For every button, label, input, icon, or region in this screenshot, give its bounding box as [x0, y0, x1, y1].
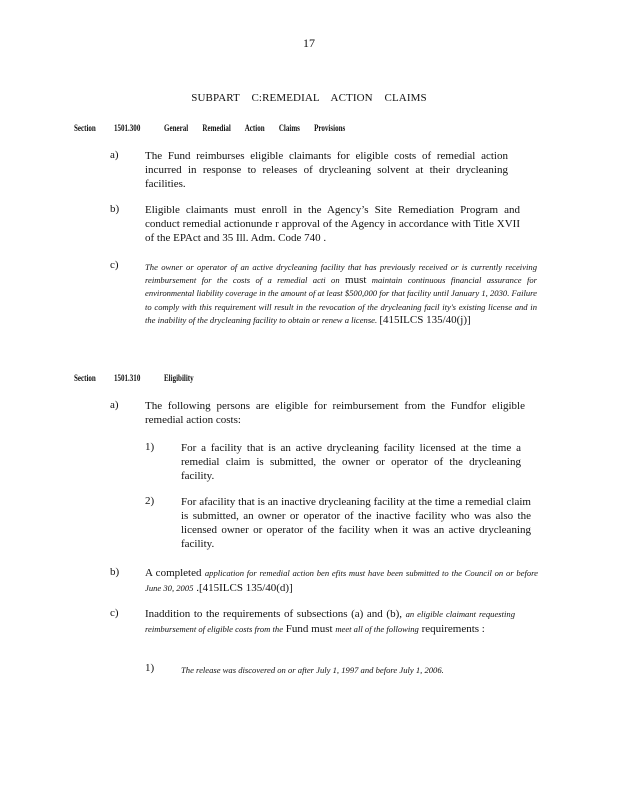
- paragraph-mixed: [145, 607, 515, 636]
- section-title: Eligibility: [164, 373, 194, 383]
- section-number: 1501.310: [114, 373, 141, 383]
- section-number: 1501.300: [114, 123, 141, 133]
- citation: [415ILCS 135/40(j)]: [379, 313, 471, 326]
- italic-text: an eligible claimant requesting reimbursement of eligible costs from the: [145, 609, 515, 634]
- page-number: 17: [303, 36, 315, 50]
- paragraph-mixed: [145, 566, 538, 596]
- item-marker: a): [110, 149, 119, 161]
- italic-text: The owner or operator of an active drycleaning facility that has previously received or is currently receiving reimbursement for the costs of a remedial acti on: [145, 262, 537, 286]
- paragraph: For afacility that is an inactive drycleaning facility at the time a remedial claim is submitted, an owner or operator of the inactive facility who was also the licensed owner or operator of the facility when it was an active drycleaning facility.: [181, 496, 531, 550]
- section-title: General Remedial Action Claims Provisions: [164, 123, 346, 133]
- subitem-marker: 1): [145, 441, 155, 453]
- paragraph-italic: The release was discovered on or after July 1, 1997 and before July 1, 2006.: [181, 665, 444, 675]
- roman-text: A completed: [145, 567, 202, 579]
- paragraph-italic: [145, 261, 537, 327]
- paragraph: The following persons are eligible for reimbursement from the Fundfor eligible remedial action costs:: [145, 400, 525, 426]
- italic-text: maintain continuous financial assurance for environmental liability coverage in the amount of at least $500,000 for that facility until January 1, 2030. Failure to comply with this requirement will result in the revocation of the drycleaning facil ity's existing license and in the inability of the drycleaning facility to obtain or renew a license.: [145, 275, 537, 325]
- roman-text: Inaddition to the requirements of subsections (a) and (b),: [145, 608, 402, 620]
- paragraph: Eligible claimants must enroll in the Agency’s Site Remediation Program and conduct remedial actionunde r approval of the Agency in accordance with Title XVII of the EPAct and 35 Ill. Adm. Code 740 .: [145, 204, 520, 244]
- section-label: Section: [74, 373, 96, 383]
- roman-text: Fund must: [285, 622, 333, 635]
- section-label: Section: [74, 123, 96, 133]
- subitem-marker: 2): [145, 495, 155, 507]
- subpart-title: SUBPART C:REMEDIAL ACTION CLAIMS: [191, 92, 427, 104]
- paragraph: The Fund reimburses eligible claimants for eligible costs of remedial action incurred in response to releases of drycleaning solvent at their drycleaning facilities.: [145, 150, 508, 190]
- item-marker: b): [110, 566, 120, 578]
- item-marker: b): [110, 203, 120, 215]
- italic-text: meet all of the following: [335, 623, 419, 634]
- paragraph: For a facility that is an active drycleaning facility licensed at the time a remedial claim is submitted, the owner or operator of the drycleaning facility.: [181, 442, 521, 482]
- subitem-marker: 1): [145, 662, 155, 674]
- item-marker: c): [110, 607, 119, 619]
- citation: .[415ILCS 135/40(d)]: [196, 582, 293, 594]
- italic-text: application for remedial action ben efits must have been submitted to the Council on or before June 30, 2005: [145, 568, 538, 593]
- item-marker: c): [110, 259, 119, 271]
- roman-text: must: [345, 274, 367, 287]
- item-marker: a): [110, 399, 119, 411]
- roman-text: requirements :: [421, 622, 485, 635]
